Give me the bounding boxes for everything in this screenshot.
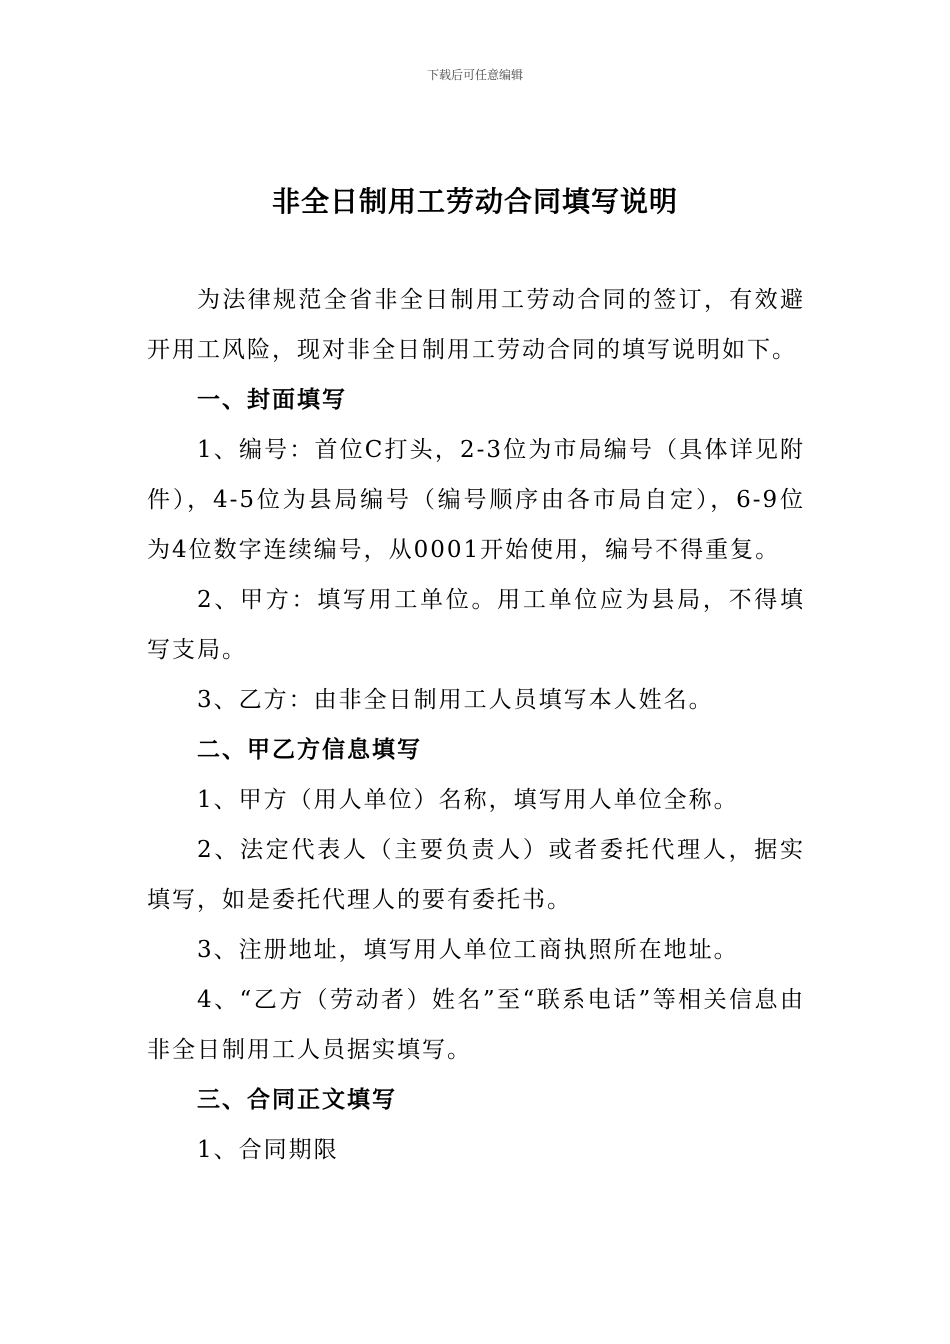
paragraph-party-b-info: 4、“乙方（劳动者）姓名”至“联系电话”等相关信息由非全日制用工人员据实填写。 <box>147 987 805 1063</box>
document-title: 非全日制用工劳动合同填写说明 <box>271 185 678 218</box>
section-heading-contract-body: 三、合同正文填写 <box>197 1087 397 1113</box>
header-note: 下载后可任意编辑 <box>426 68 523 82</box>
paragraph-cover-party-b: 3、乙方：由非全日制用工人员填写本人姓名。 <box>197 687 714 713</box>
section-heading-party-info: 二、甲乙方信息填写 <box>197 737 422 763</box>
paragraph-cover-party-a: 2、甲方：填写用工单位。用工单位应为县局，不得填写支局。 <box>147 587 805 663</box>
section-heading-cover: 一、封面填写 <box>197 387 347 413</box>
document-body <box>147 275 805 1175</box>
paragraph-cover-number: 1、编号：首位C打头，2-3位为市局编号（具体详见附件），4-5位为县局编号（编号顺序由各市局自定），6-9位为4位数字连续编号，从0001开始使用，编号不得重复。 <box>147 437 805 563</box>
paragraph-intro: 为法律规范全省非全日制用工劳动合同的签订，有效避开用工风险，现对非全日制用工劳动合同的填写说明如下。 <box>147 287 805 363</box>
paragraph-registered-address: 3、注册地址，填写用人单位工商执照所在地址。 <box>197 937 739 963</box>
paragraph-contract-term: 1、合同期限 <box>197 1137 339 1163</box>
paragraph-legal-representative: 2、法定代表人（主要负责人）或者委托代理人，据实填写，如是委托代理人的要有委托书。 <box>147 837 805 913</box>
paragraph-party-a-name: 1、甲方（用人单位）名称，填写用人单位全称。 <box>197 787 739 813</box>
